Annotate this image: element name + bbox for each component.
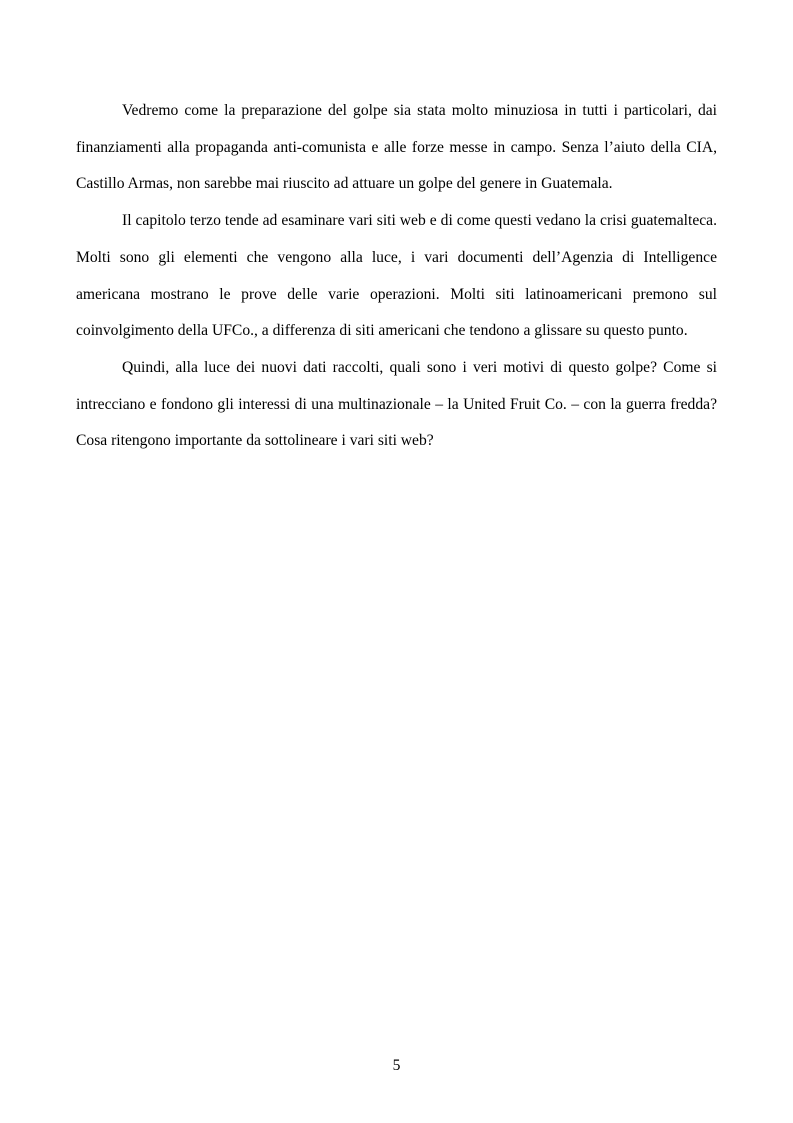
page-number: 5 bbox=[392, 1057, 401, 1074]
paragraph-2: Il capitolo terzo tende ad esaminare vari siti web e di come questi vedano la crisi guatemalteca. Molti sono gli elementi che vengono alla luce, i vari documenti dell’Agenzia di Intelligence americana mostrano le prove delle varie operazioni. Molti siti latinoamericani premono sul coinvolgimento della UFCo., a differenza di siti americani che tendono a glissare su questo punto. bbox=[76, 212, 717, 340]
body-text bbox=[76, 93, 717, 460]
paragraph-3: Quindi, alla luce dei nuovi dati raccolti, quali sono i veri motivi di questo golpe? Come si intrecciano e fondono gli interessi di una multinazionale – la United Fruit Co. – con la guerra fredda? Cosa ritengono importante da sottolineare i vari siti web? bbox=[76, 358, 717, 450]
paragraph-1: Vedremo come la preparazione del golpe sia stata molto minuziosa in tutti i particolari, dai finanziamenti alla propaganda anti-comunista e alle forze messe in campo. Senza l’aiuto della CIA, Castillo Armas, non sarebbe mai riuscito ad attuare un golpe del genere in Guatemala. bbox=[76, 102, 717, 193]
